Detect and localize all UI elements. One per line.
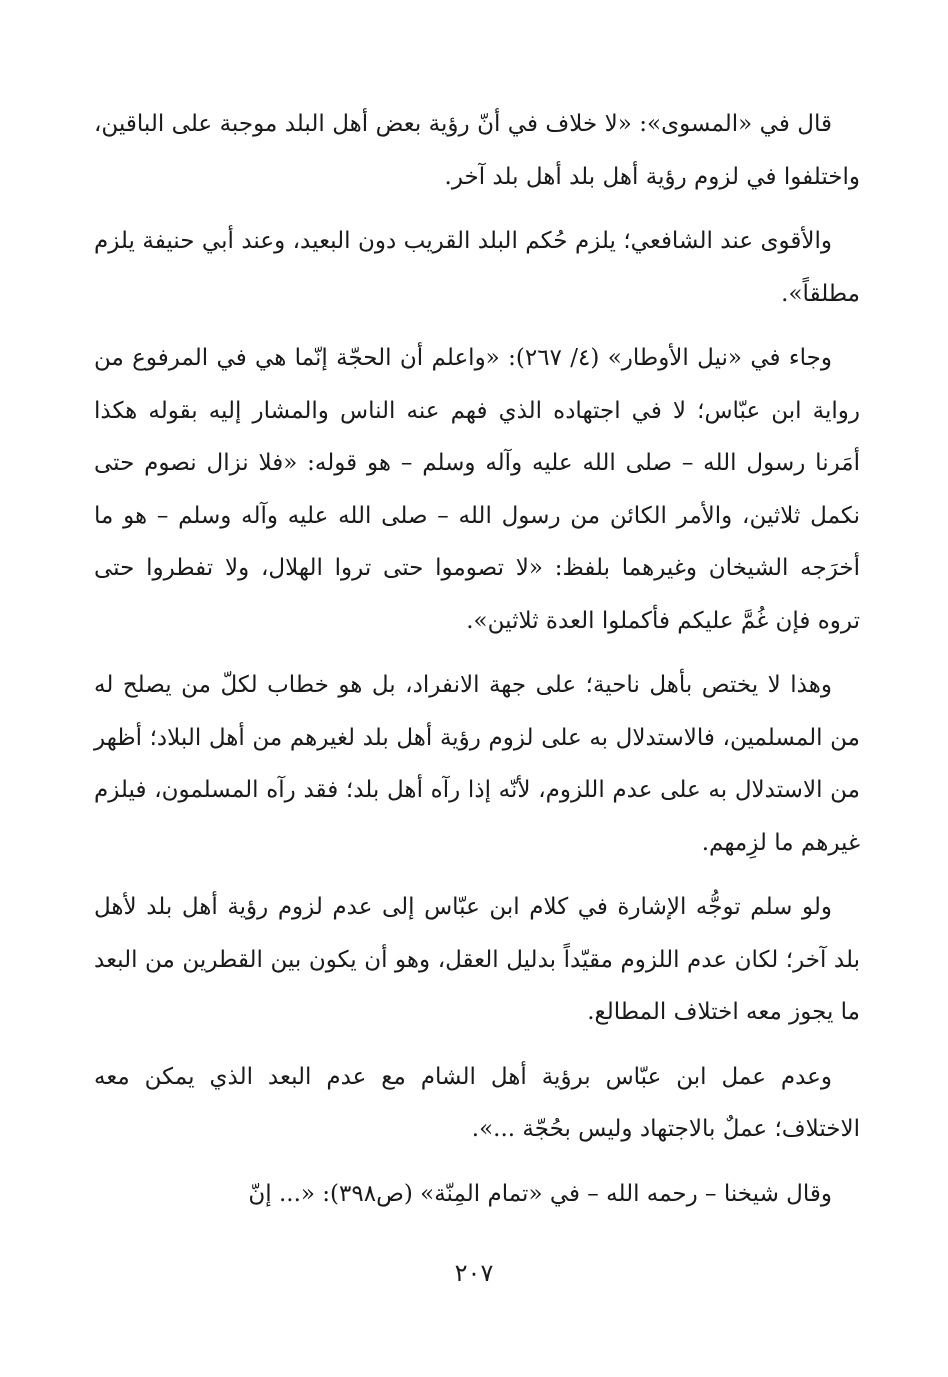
page-number: ٢٠٧ xyxy=(454,1259,494,1287)
paragraph-6: وعدم عمل ابن عبّاس برؤية أهل الشام مع عدم البعد الذي يمكن معه الاختلاف؛ عملٌ بالاجتهاد وليس بحُجّة ...». xyxy=(94,1063,860,1142)
paragraph-3: وجاء في «نيل الأوطار» (٤/ ٢٦٧): «واعلم أن الحجّة إنّما هي في المرفوع من رواية ابن عبّاس؛ لا في اجتهاده الذي فهم عنه الناس والمشار إليه بقوله هكذا أمَرنا رسول الله – صلى الله عليه وآله وسلم – هو قوله: «فلا نزال نصوم حتى نكمل ثلاثين، والأمر الكائن من رسول الله – صلى الله عليه وآله وسلم – هو ما أخرَجه الشيخان وغيرهما بلفظ: «لا تصوموا حتى تروا الهلال، ولا تفطروا حتى تروه فإن غُمَّ عليكم فأكملوا العدة ثلاثين». xyxy=(94,345,860,634)
paragraph-2: والأقوى عند الشافعي؛ يلزم حُكم البلد القريب دون البعيد، وعند أبي حنيفة يلزم مطلقاً». xyxy=(94,228,860,307)
paragraph-4: وهذا لا يختص بأهل ناحية؛ على جهة الانفراد، بل هو خطاب لكلّ من يصلح له من المسلمين، فالاستدلال به على لزوم رؤية أهل بلد لغيرهم من أهل البلاد؛ أظهر من الاستدلال به على عدم اللزوم، لأنّه إذا رآه أهل بلد؛ فقد رآه المسلمون، فيلزم غيرهم ما لزِمهم. xyxy=(94,672,860,856)
paragraph-7: وقال شيخنا – رحمه الله – في «تمام المِنّة» (ص٣٩٨): «... إنّ xyxy=(248,1180,832,1207)
paragraph-5: ولو سلم توجُّه الإشارة في كلام ابن عبّاس إلى عدم لزوم رؤية أهل بلد لأهل بلد آخر؛ لكان عدم اللزوم مقيّداً بدليل العقل، وهو أن يكون بين القطرين من البعد ما يجوز معه اختلاف المطالع. xyxy=(94,894,860,1025)
page-body xyxy=(94,98,860,1232)
paragraph-1: قال في «المسوى»: «لا خلاف في أنّ رؤية بعض أهل البلد موجبة على الباقين، واختلفوا في لزوم رؤية أهل بلد أهل بلد آخر. xyxy=(94,111,860,190)
